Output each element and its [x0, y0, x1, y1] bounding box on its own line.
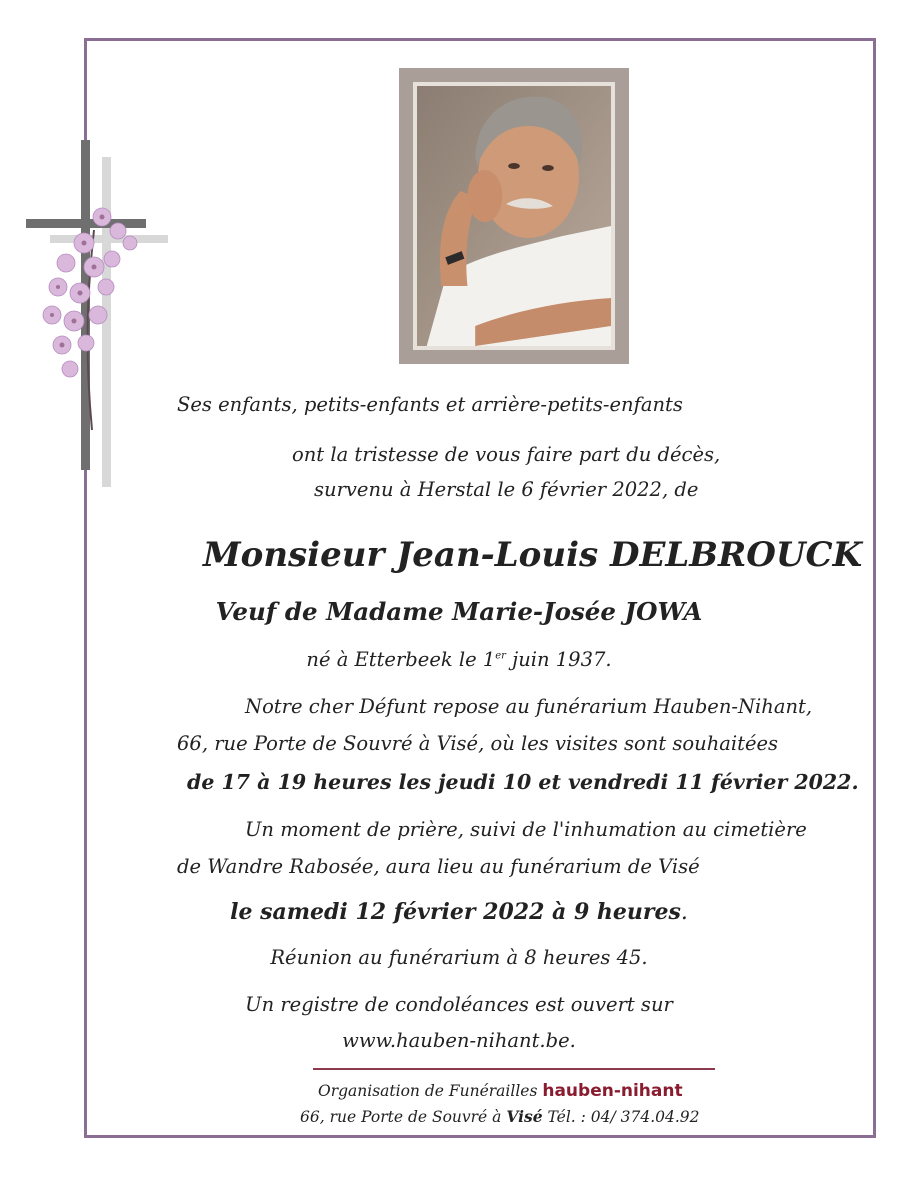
- footer-org-line: [318, 1080, 683, 1102]
- ceremony-date-end: .: [680, 900, 688, 925]
- birth-line: [0, 648, 918, 672]
- visits-hours: de 17 à 19 heures les jeudi 10 et vendredi 11 février 2022.: [187, 770, 859, 794]
- footer-address-line: [300, 1106, 700, 1128]
- intro-line-3: survenu à Herstal le 6 février 2022, de: [314, 478, 699, 501]
- ceremony-line-2: de Wandre Rabosée, aura lieu au funérarium de Visé: [177, 855, 700, 878]
- footer-divider: [313, 1068, 715, 1070]
- footer-city: Visé: [506, 1107, 543, 1126]
- meeting-line: Réunion au funérarium à 8 heures 45.: [270, 946, 648, 969]
- ceremony-line-1: Un moment de prière, suivi de l'inhumation au cimetière: [245, 818, 807, 841]
- birth-suffix: juin 1937.: [505, 648, 612, 671]
- intro-line-1: Ses enfants, petits-enfants et arrière-petits-enfants: [177, 393, 683, 416]
- portrait-frame: [399, 68, 629, 364]
- ceremony-date-line: [0, 898, 918, 927]
- cross-with-orchids-icon: [22, 135, 172, 495]
- portrait-photo: [417, 86, 611, 346]
- condolences-url[interactable]: www.hauben-nihant.be.: [342, 1029, 576, 1052]
- spouse-line: Veuf de Madame Marie-Josée JOWA: [215, 597, 703, 626]
- footer-address: 66, rue Porte de Souvré à: [300, 1108, 507, 1126]
- birth-superscript: er: [495, 650, 506, 662]
- visits-line-1: Notre cher Défunt repose au funérarium Hauben-Nihant,: [245, 695, 813, 718]
- ceremony-date: le samedi 12 février 2022 à 9 heures: [230, 899, 681, 925]
- intro-line-2: ont la tristesse de vous faire part du décès,: [292, 443, 721, 466]
- footer-phone: Tél. : 04/ 374.04.92: [542, 1108, 700, 1126]
- visits-line-2: 66, rue Porte de Souvré à Visé, où les visites sont souhaitées: [177, 732, 779, 755]
- deceased-name: Monsieur Jean-Louis DELBROUCK: [203, 535, 863, 575]
- brand-logo: hauben-nihant: [542, 1081, 683, 1101]
- footer-org-label: Organisation de Funérailles: [318, 1082, 543, 1100]
- birth-prefix: né à Etterbeek le 1: [306, 648, 496, 671]
- condolences-line: Un registre de condoléances est ouvert sur: [245, 993, 673, 1016]
